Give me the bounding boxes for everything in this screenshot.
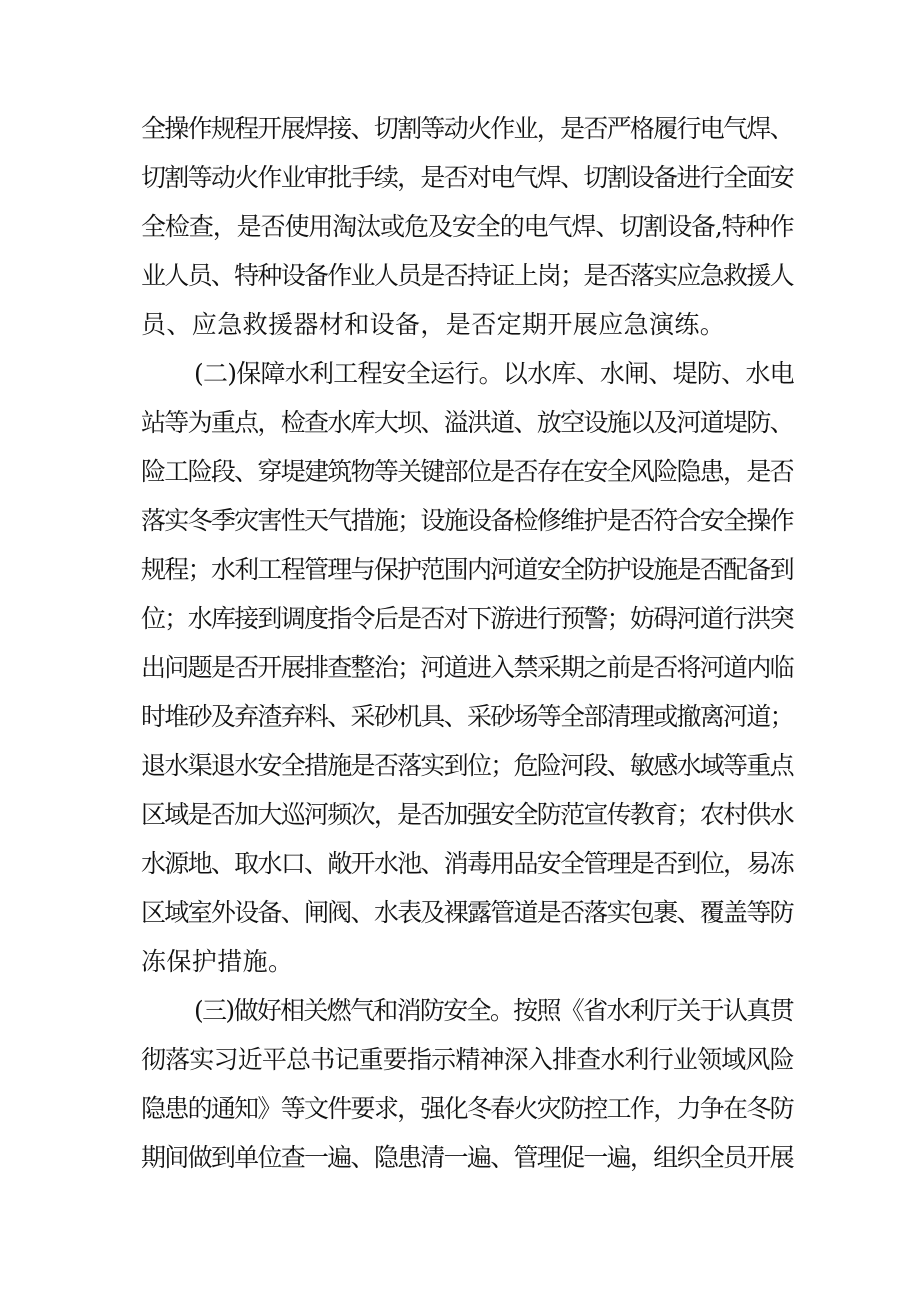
text-line: 业人员、特种设备作业人员是否持证上岗；是否落实应急救援人 — [141, 261, 793, 290]
text-line: 退水渠退水安全措施是否落实到位；危险河段、敏感水域等重点 — [141, 751, 793, 780]
text-line: 出问题是否开展排查整治；河道进入禁采期之前是否将河道内临 — [141, 653, 793, 682]
text-line: 全操作规程开展焊接、切割等动火作业，是否严格履行电气焊、 — [141, 114, 793, 143]
text-line: 位；水库接到调度指令后是否对下游进行预警；妨碍河道行洪突 — [141, 604, 793, 633]
text-line: 规程；水利工程管理与保护范围内河道安全防护设施是否配备到 — [141, 555, 793, 584]
text-line: 水源地、取水口、敞开水池、消毒用品安全管理是否到位，易冻 — [141, 849, 793, 878]
text-line: 站等为重点，检查水库大坝、溢洪道、放空设施以及河道堤防、 — [141, 408, 793, 437]
text-line: 区域是否加大巡河频次，是否加强安全防范宣传教育；农村供水 — [141, 800, 793, 829]
text-line: 彻落实习近平总书记重要指示精神深入排查水利行业领域风险 — [141, 1045, 794, 1074]
text-line: 员、应急救援器材和设备，是否定期开展应急演练。 — [141, 310, 726, 339]
text-line: (二)保障水利工程安全运行。以水库、水闸、堤防、水电 — [194, 359, 794, 388]
text-line: 险工险段、穿堤建筑物等关键部位是否存在安全风险隐患，是否 — [141, 457, 793, 486]
text-line: 区域室外设备、闸阀、水表及裸露管道是否落实包裹、覆盖等防 — [141, 898, 793, 927]
text-line: 期间做到单位查一遍、隐患清一遍、管理促一遍，组织全员开展 — [141, 1143, 793, 1172]
text-line: 冻保护措施。 — [141, 947, 294, 976]
text-line: 落实冬季灾害性天气措施；设施设备检修维护是否符合安全操作 — [141, 506, 793, 535]
text-line: 切割等动火作业审批手续，是否对电气焊、切割设备进行全面安 — [141, 163, 793, 192]
text-line: (三)做好相关燃气和消防安全。按照《省水利厅关于认真贯 — [194, 996, 793, 1025]
text-line: 隐患的通知》等文件要求，强化冬春火灾防控工作，力争在冬防 — [141, 1094, 793, 1123]
text-line: 时堆砂及弃渣弃料、采砂机具、采砂场等全部清理或撤离河道； — [141, 702, 793, 731]
text-line: 全检查，是否使用淘汰或危及安全的电气焊、切割设备,特种作 — [141, 212, 794, 241]
